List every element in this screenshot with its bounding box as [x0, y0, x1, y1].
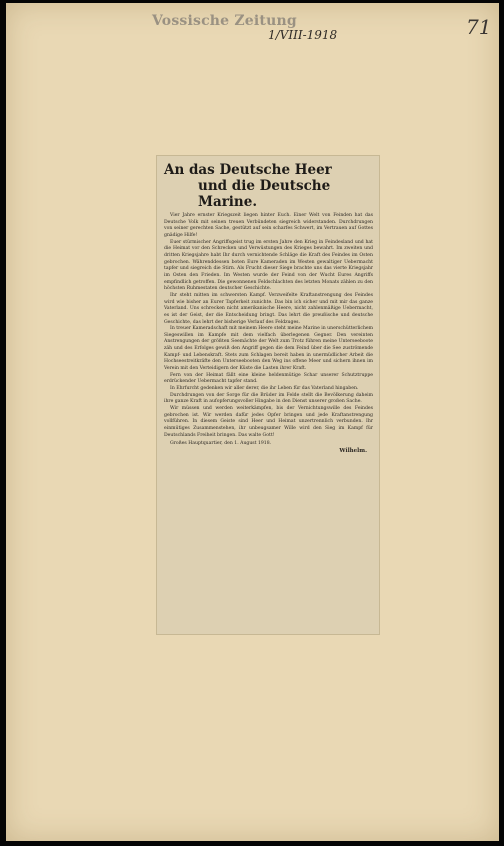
headline	[164, 162, 373, 210]
newspaper-clipping	[156, 155, 380, 635]
newspaper-stamp: Vossische Zeitung	[152, 13, 297, 29]
body-paragraph: Durchdrungen von der Sorge für die Brüder im Felde stellt die Bevölkerung daheim ihre ganze Kraft in aufopferungsvoller Hingabe in den Dienst unserer großen Sache.	[164, 392, 373, 405]
archive-number: 71	[466, 15, 492, 39]
headline-line-1: An das Deutsche Heer	[164, 162, 332, 178]
signature: Wilhelm.	[339, 448, 367, 455]
dateline: Großes Hauptquartier, den 1. August 1918.	[170, 441, 272, 447]
body-paragraph: Wir müssen und werden weiterkämpfen, bis der Vernichtungswille des Feindes gebrochen ist. Wir werden dafür jedes Opfer bringen und jede Kraftanstrengung vollführen. In diesem Geiste sind Heer und Heimat unzertrennlich verbunden. Ihr einmütiges Zusammenstehen, ihr unbeugsamer Wille wird den Sieg im Kampf für Deutschlands Freiheit bringen. Das walte Gott!	[164, 406, 373, 438]
headline-line-2: und die Deutsche Marine.	[198, 178, 331, 210]
body-paragraph: Ihr steht mitten im schwersten Kampf. Verzweifelte Kraftanstrengung des Feindes wird wie bisher an Eurer Tapferkeit zunichte. Das bin ich sicher und mit mir das ganze Vaterland. Uns schrecken nicht amerikanische Heere, nicht zahlenmäßige Uebermacht, es ist der Geist, der die Entscheidung bringt. Das lehrt die preußische und deutsche Geschichte, das lehrt der bisherige Verlauf des Feldzuges.	[164, 292, 373, 325]
body-paragraph: Euer stürmischer Angriffsgeist trug im ersten Jahre den Krieg in Feindesland und hat die Heimat vor den Schrecken und Verwüstungen des Krieges bewahrt. Im zweiten und dritten Kriegsjahre habt Ihr durch vernichtende Schläge die Kraft des Feindes im Osten gebrochen. Währenddessen boten Eure Kameraden im Westen gewaltiger Uebermacht tapfer und siegreich die Stirn. Als Frucht dieser Siege brachte uns das vierte Kriegsjahr im Osten den Frieden. Im Westen wurde der Feind von der Wucht Eures Angriffs empfindlich getroffen. Die gewonnenen Feldschlachten des letzten Monats zählen zu den höchsten Ruhmestaten deutscher Geschichte.	[164, 239, 373, 292]
body-paragraph: Fern von der Heimat fällt eine kleine heldenmütige Schar unserer Schutztruppe erdrückender Uebermacht tapfer stand.	[164, 372, 373, 385]
handwritten-date: 1/VIII-1918	[268, 28, 338, 42]
body-paragraph: Vier Jahre ernster Kriegszeit liegen hinter Euch. Einer Welt von Feinden hat das Deutsche Volk mit seinen treuen Verbündeten siegreich widerstanden. Durchdrungen von seiner gerechten Sache, gestützt auf sein scharfes Schwert, im Vertrauen auf Gottes gnädige Hilfe!	[164, 213, 373, 238]
body-paragraph: In treuer Kameradschaft mit meinem Heere steht meine Marine in unerschütterlichem Siegeswillen im Kampfe mit dem vielfach überlegenen Gegner. Den vereinten Anstrengungen der größten Seemächte der Welt zum Trotz führen meine Unterseeboote zäh und des Erfolges gewiß den Angriff gegen die dem Feind über die See zuströmende Kampf- und Lebenskraft. Stets zum Schlagen bereit haben in unermüdlicher Arbeit die Hochseestreitkräfte den Unterseebooten den Weg ins offene Meer und sichern ihnen im Verein mit den Verteidigern der Küste die Lasten ihrer Kraft.	[164, 326, 373, 372]
archive-sheet	[6, 3, 499, 841]
body-paragraph: In Ehrfurcht gedenken wir aller derer, die ihr Leben für das Vaterland hingaben.	[170, 386, 359, 392]
